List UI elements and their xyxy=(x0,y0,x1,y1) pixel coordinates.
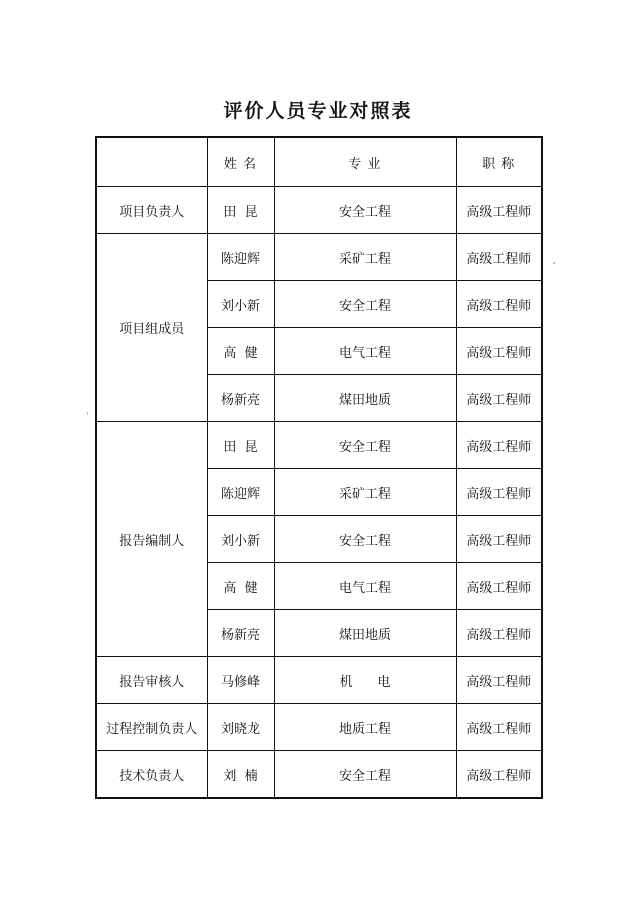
name-cell: 高 健 xyxy=(207,563,274,610)
role-cell: 技术负责人 xyxy=(96,751,207,799)
major-cell: 电气工程 xyxy=(274,563,456,610)
major-cell: 电气工程 xyxy=(274,328,456,375)
major-cell: 安全工程 xyxy=(274,516,456,563)
role-cell: 报告编制人 xyxy=(96,422,207,657)
header-role-cell xyxy=(96,137,207,187)
scan-speck xyxy=(87,412,88,415)
major-cell: 安全工程 xyxy=(274,422,456,469)
major-cell: 地质工程 xyxy=(274,704,456,751)
title-cell: 高级工程师 xyxy=(456,187,542,234)
role-cell: 过程控制负责人 xyxy=(96,704,207,751)
role-cell: 项目组成员 xyxy=(96,234,207,422)
major-cell: 机 电 xyxy=(274,657,456,704)
name-cell: 陈迎辉 xyxy=(207,469,274,516)
major-cell: 安全工程 xyxy=(274,187,456,234)
title-cell: 高级工程师 xyxy=(456,704,542,751)
role-cell: 报告审核人 xyxy=(96,657,207,704)
page-title: 评价人员专业对照表 xyxy=(223,100,413,122)
major-cell: 煤田地质 xyxy=(274,375,456,422)
name-cell: 刘 楠 xyxy=(207,751,274,799)
name-cell: 田 昆 xyxy=(207,187,274,234)
major-cell: 煤田地质 xyxy=(274,610,456,657)
staff-table xyxy=(95,136,543,799)
title-cell: 高级工程师 xyxy=(456,516,542,563)
name-cell: 田 昆 xyxy=(207,422,274,469)
name-cell: 高 健 xyxy=(207,328,274,375)
name-cell: 陈迎辉 xyxy=(207,234,274,281)
name-cell: 刘晓龙 xyxy=(207,704,274,751)
scan-speck xyxy=(553,262,555,264)
title-cell: 高级工程师 xyxy=(456,563,542,610)
table-row xyxy=(96,704,542,751)
title-cell: 高级工程师 xyxy=(456,234,542,281)
title-cell: 高级工程师 xyxy=(456,375,542,422)
title-cell: 高级工程师 xyxy=(456,328,542,375)
table-row xyxy=(96,422,542,469)
major-cell: 采矿工程 xyxy=(274,234,456,281)
table-row xyxy=(96,751,542,799)
name-cell: 杨新亮 xyxy=(207,610,274,657)
table-row xyxy=(96,187,542,234)
title-cell: 高级工程师 xyxy=(456,422,542,469)
header-name-cell: 姓 名 xyxy=(207,137,274,187)
header-title-cell: 职 称 xyxy=(456,137,542,187)
name-cell: 刘小新 xyxy=(207,281,274,328)
title-cell: 高级工程师 xyxy=(456,751,542,799)
major-cell: 安全工程 xyxy=(274,281,456,328)
table-row xyxy=(96,657,542,704)
name-cell: 杨新亮 xyxy=(207,375,274,422)
table-row xyxy=(96,234,542,281)
title-cell: 高级工程师 xyxy=(456,610,542,657)
name-cell: 刘小新 xyxy=(207,516,274,563)
header-major-cell: 专 业 xyxy=(274,137,456,187)
title-cell: 高级工程师 xyxy=(456,657,542,704)
name-cell: 马修峰 xyxy=(207,657,274,704)
title-cell: 高级工程师 xyxy=(456,469,542,516)
title-cell: 高级工程师 xyxy=(456,281,542,328)
major-cell: 采矿工程 xyxy=(274,469,456,516)
role-cell: 项目负责人 xyxy=(96,187,207,234)
major-cell: 安全工程 xyxy=(274,751,456,799)
table-header-row xyxy=(96,137,542,187)
